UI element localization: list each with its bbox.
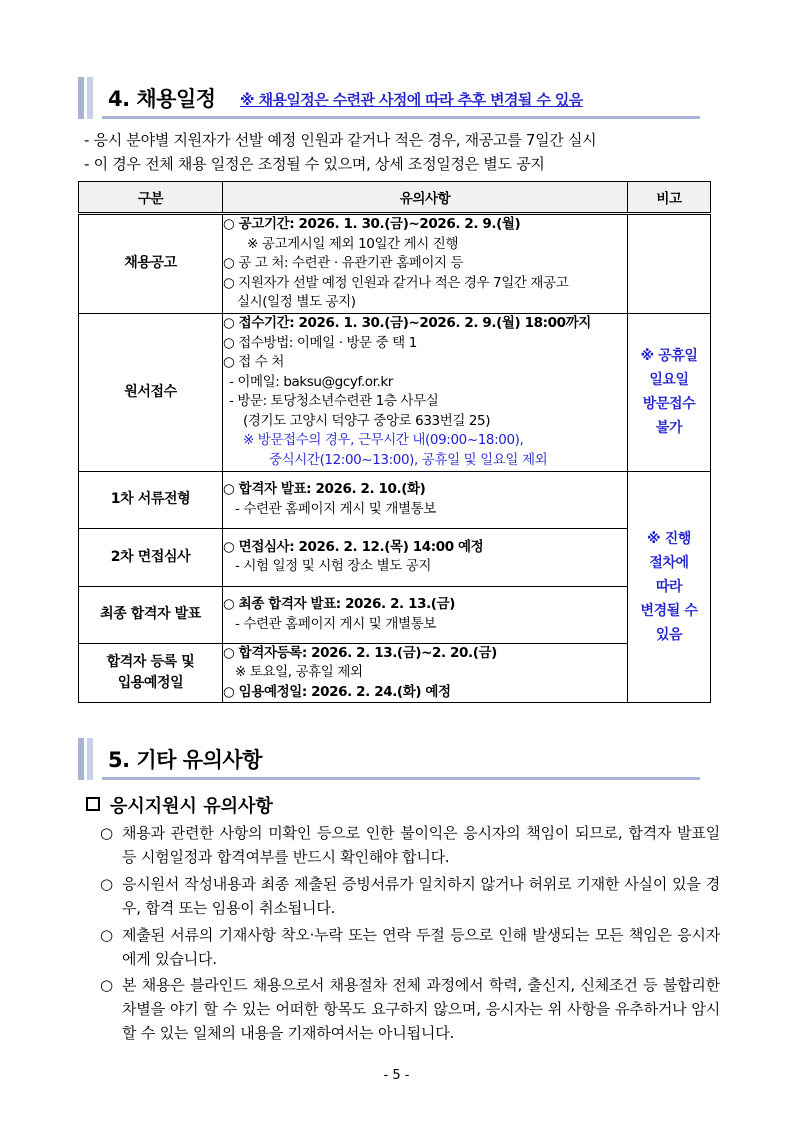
column-header: 비고 — [628, 182, 711, 214]
section-4-header — [78, 77, 700, 119]
content-line: - 수련관 홈페이지 게시 및 개별통보 — [235, 500, 436, 517]
row-remark — [628, 214, 711, 314]
circle-bullet-icon: ○ — [100, 926, 114, 944]
table-row — [79, 528, 711, 586]
row-category: 1차 서류전형 — [79, 471, 223, 528]
content-line: ○ 접수방법: 이메일 · 방문 중 택 1 — [223, 334, 417, 351]
notice-text: 본 채용은 블라인드 채용으로서 채용절차 전체 과정에서 학력, 출신지, 신체조건 등 불합리한 차별을 야기 할 수 있는 어떠한 항목도 요구하지 않으며, 응시자는 위 사항을 유추하거나 암시할 수 있는 일체의 내용을 기재하여서는 아니됩니다. — [122, 976, 720, 1042]
notice-item — [100, 821, 720, 869]
row-remark — [628, 313, 711, 471]
progress-remark — [628, 471, 711, 703]
content-line: - 이메일: baksu@gcyf.or.kr — [229, 373, 393, 390]
header-accent-bar — [87, 77, 93, 119]
content-line: ※ 방문접수의 경우, 근무시간 내(09:00~18:00), — [243, 432, 524, 448]
table-row — [79, 313, 711, 471]
table-row — [79, 643, 711, 703]
remark-line: 불가 — [655, 420, 683, 436]
schedule-table — [78, 181, 711, 703]
notice-item — [100, 872, 720, 920]
table-row — [79, 586, 711, 643]
notice-text: 채용과 관련한 사항의 미확인 등으로 인한 불이익은 응시자의 책임이 되므로, 합격자 발표일 등 시험일정과 합격여부를 반드시 확인해야 합니다. — [122, 824, 720, 866]
notice-item — [100, 923, 720, 971]
section-5-header — [78, 738, 700, 780]
column-header: 유의사항 — [223, 182, 628, 214]
table-header-row — [79, 182, 711, 214]
table-row — [79, 471, 711, 528]
content-line: ○ 합격자 발표: 2026. 2. 10.(화) — [223, 481, 426, 497]
content-line: - 수련관 홈페이지 게시 및 개별통보 — [235, 615, 436, 632]
row-category: 2차 면접심사 — [79, 528, 223, 586]
schedule-change-note: ※ 채용일정은 수련관 사정에 따라 추후 변경될 수 있음 — [240, 91, 583, 109]
row-category: 원서접수 — [79, 313, 223, 471]
remark-line: ※ 공휴일 — [640, 348, 698, 364]
content-line: ※ 공고게시일 제외 10일간 게시 진행 — [247, 235, 459, 252]
notice-item — [100, 973, 720, 1045]
table-row — [79, 214, 711, 314]
row-content — [223, 214, 628, 314]
category-line: 합격자 등록 및 — [106, 653, 195, 670]
remark-line: 일요일 — [649, 372, 689, 388]
category-line: 입용예정일 — [117, 674, 184, 691]
remark-line: 따라 — [655, 578, 683, 595]
row-category — [79, 643, 223, 703]
header-underline — [102, 116, 700, 119]
content-line: ○ 접 수 처 — [223, 354, 284, 370]
column-header: 구분 — [79, 182, 223, 214]
section-title: 5. 기타 유의사항 — [108, 748, 262, 772]
subheading-text: 응시지원시 유의사항 — [110, 796, 273, 817]
header-accent-bar — [87, 738, 93, 780]
row-category: 채용공고 — [79, 214, 223, 314]
circle-bullet-icon: ○ — [100, 824, 114, 842]
subheading — [86, 792, 273, 818]
row-content — [223, 528, 628, 586]
notice-text: 응시원서 작성내용과 최종 제출된 증빙서류가 일치하지 않거나 허위로 기재한 사실이 있을 경우, 합격 또는 임용이 취소됩니다. — [122, 875, 720, 917]
remark-line: 방문접수 — [642, 396, 696, 412]
circle-bullet-icon: ○ — [100, 976, 114, 994]
content-line: - 방문: 토당청소년수련관 1층 사무실 — [229, 393, 439, 409]
header-underline — [102, 777, 700, 780]
remark-line: 변경될 수 — [640, 602, 698, 619]
row-content — [223, 586, 628, 643]
content-line: ○ 지원자가 선발 예정 인원과 같거나 적은 경우 7일간 재공고 — [223, 274, 569, 291]
notice-text: 제출된 서류의 기재사항 착오·누락 또는 연락 두절 등으로 인해 발생되는 모든 책임은 응시자에게 있습니다. — [122, 926, 720, 968]
content-line: ○ 접수기간: 2026. 1. 30.(금)~2026. 2. 9.(월) 18:00까지 — [223, 315, 591, 331]
content-line: ○ 최종 합격자 발표: 2026. 2. 13.(금) — [223, 596, 455, 612]
row-content — [223, 643, 628, 703]
content-line: - 시험 일정 및 시험 장소 별도 공지 — [235, 558, 432, 574]
content-line: ○ 임용예정일: 2026. 2. 24.(화) 예정 — [223, 683, 451, 700]
header-accent-bar — [78, 77, 84, 119]
row-content — [223, 471, 628, 528]
content-line: ○ 공고기간: 2026. 1. 30.(금)~2026. 2. 9.(월) — [223, 216, 521, 232]
content-line: ○ 공 고 처: 수련관 · 유관기관 홈페이지 등 — [223, 255, 464, 271]
checkbox-square-icon — [86, 797, 100, 811]
content-line: ○ 합격자등록: 2026. 2. 13.(금)~2. 20.(금) — [223, 644, 497, 661]
page-number: - 5 - — [383, 1068, 410, 1083]
remark-line: ※ 진행 — [647, 530, 691, 547]
remark-line: 있음 — [655, 626, 683, 643]
row-content — [223, 313, 628, 471]
remark-line: 절차에 — [649, 554, 689, 571]
content-line: 실시(일정 별도 공지) — [237, 294, 356, 310]
row-category: 최종 합격자 발표 — [79, 586, 223, 643]
content-line: (경기도 고양시 덕양구 중앙로 633번길 25) — [243, 412, 491, 429]
intro-line: - 이 경우 전체 채용 일정은 조정될 수 있으며, 상세 조정일정은 별도 공지 — [84, 155, 545, 173]
circle-bullet-icon: ○ — [100, 875, 114, 893]
intro-line: - 응시 분야별 지원자가 선발 예정 인원과 같거나 적은 경우, 재공고를 7일간 실시 — [84, 131, 597, 149]
section-title: 4. 채용일정 — [108, 87, 216, 111]
header-accent-bar — [78, 738, 84, 780]
content-line: ○ 면접심사: 2026. 2. 12.(목) 14:00 예정 — [223, 538, 484, 555]
content-line: ※ 토요일, 공휴일 제외 — [235, 664, 363, 680]
content-line: 중식시간(12:00~13:00), 공휴일 및 일요일 제외 — [269, 451, 548, 468]
